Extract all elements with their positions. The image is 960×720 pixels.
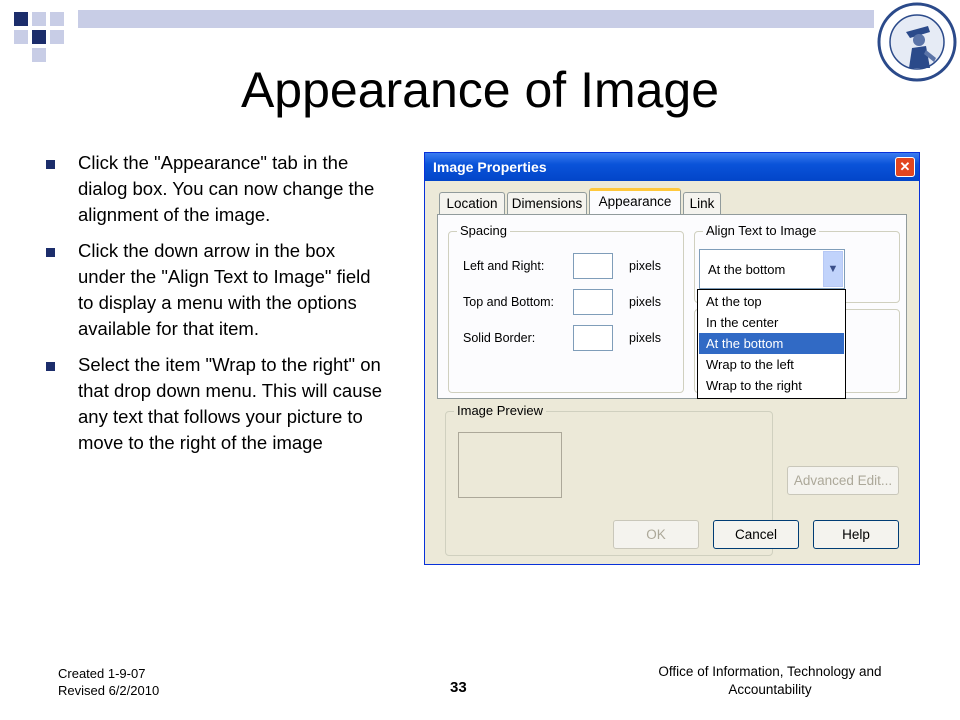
left-right-label: Left and Right: [463,259,545,273]
option-at-the-bottom[interactable]: At the bottom [699,333,844,354]
header-bar [78,10,874,28]
option-at-the-top[interactable]: At the top [706,294,762,309]
align-text-group-label: Align Text to Image [703,223,819,238]
spacing-group-label: Spacing [457,223,510,238]
bullet-list [44,150,384,466]
advanced-edit-button[interactable]: Advanced Edit... [787,466,899,495]
pixels-label: pixels [629,295,661,309]
bullet-item [44,238,384,342]
option-wrap-to-the-left[interactable]: Wrap to the left [706,357,794,372]
tab-appearance[interactable]: Appearance [589,188,681,216]
decor-square [50,30,64,44]
image-properties-dialog [424,152,920,565]
align-dropdown-list [697,289,846,399]
tab-dimensions[interactable]: Dimensions [507,192,587,216]
decor-square [14,12,28,26]
bullet-square-icon [46,160,55,169]
tab-link[interactable]: Link [683,192,721,216]
dialog-title: Image Properties [433,159,547,175]
office-name: Office of Information, Technology and Accountability [658,664,882,697]
align-selected-value: At the bottom [708,262,786,277]
option-in-the-center[interactable]: In the center [706,315,779,330]
bullet-item [44,150,384,228]
close-icon[interactable]: ✕ [895,157,915,177]
spacing-group [448,223,684,393]
bullet-square-icon [46,248,55,257]
align-text-select[interactable] [699,249,845,289]
decor-square [32,30,46,44]
cancel-button[interactable]: Cancel [713,520,799,549]
revised-date: Revised 6/2/2010 [58,683,160,698]
left-right-input[interactable] [573,253,613,279]
chevron-down-icon[interactable]: ▼ [823,251,843,287]
bullet-square-icon [46,362,55,371]
option-wrap-to-the-right[interactable]: Wrap to the right [706,378,802,393]
bullet-item [44,352,384,456]
pixels-label: pixels [629,331,661,345]
image-preview-box [458,432,562,498]
solid-border-input[interactable] [573,325,613,351]
solid-border-label: Solid Border: [463,331,536,345]
ok-button[interactable]: OK [613,520,699,549]
help-button[interactable]: Help [813,520,899,549]
page-title: Appearance of Image [240,62,720,118]
decor-square [32,12,46,26]
tab-location[interactable]: Location [439,192,505,216]
decor-square [50,12,64,26]
pixels-label: pixels [629,259,661,273]
top-bottom-label: Top and Bottom: [463,295,555,309]
page-number: 33 [450,679,467,696]
created-date: Created 1-9-07 [58,666,146,681]
top-bottom-input[interactable] [573,289,613,315]
decor-square [14,30,28,44]
footer-dates [58,665,159,699]
dialog-title-bar[interactable] [425,153,919,181]
image-preview-label: Image Preview [454,403,546,418]
bullet-text: Click the down arrow in the box under the "Align Text to Image" field to display a menu with the options available for that item. [78,240,371,339]
bullet-text: Click the "Appearance" tab in the dialog box. You can now change the alignment of the image. [78,152,375,225]
bullet-text: Select the item "Wrap to the right" on that drop down menu. This will cause any text that follows your picture to move to the right of the image [78,354,383,453]
